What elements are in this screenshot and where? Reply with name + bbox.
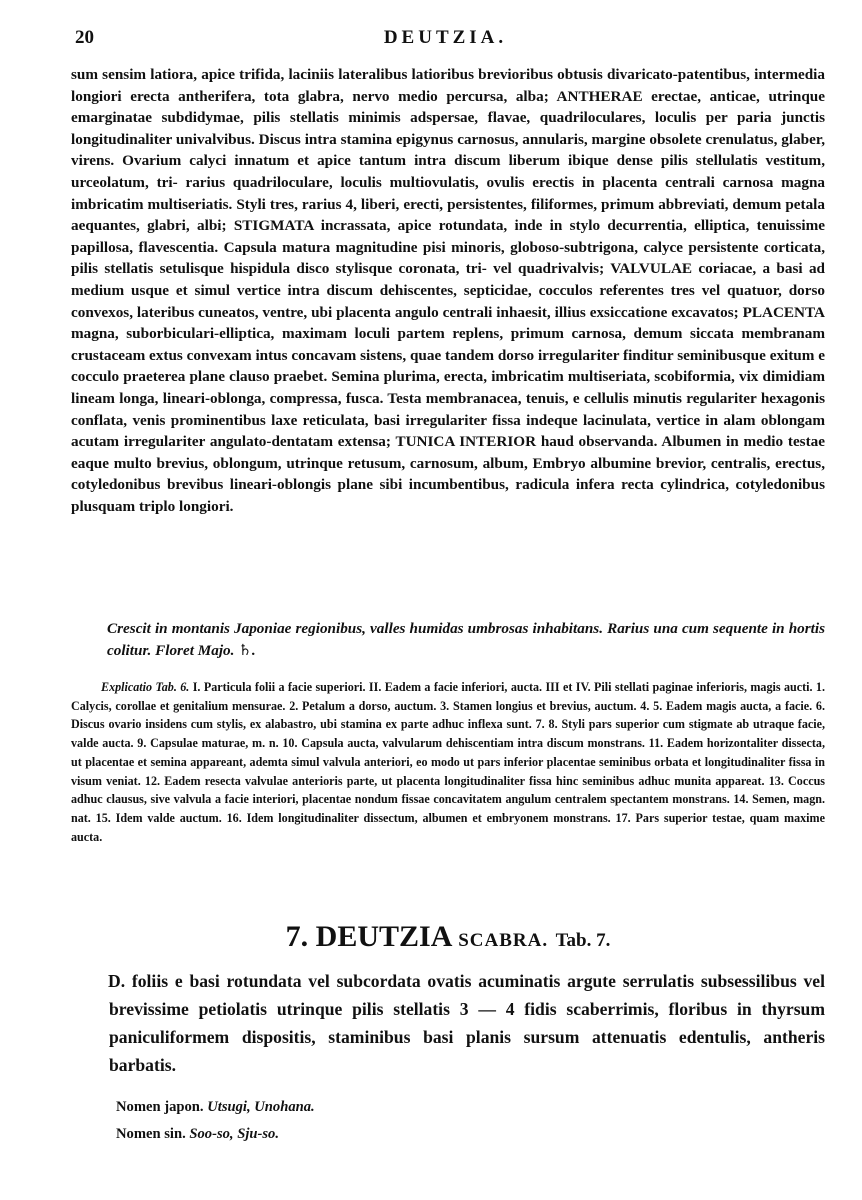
chinese-name-label: Nomen sin. <box>116 1126 186 1142</box>
species-number: 7. <box>285 920 309 953</box>
japanese-name-row <box>116 1094 315 1121</box>
species-epithet: SCABRA. <box>458 930 549 951</box>
plate-explanation-lead: Explicatio Tab. 6. <box>101 680 190 694</box>
page-header <box>75 27 816 51</box>
japanese-name-value: Utsugi, Unohana. <box>207 1099 315 1115</box>
page-number: 20 <box>75 27 94 48</box>
plate-explanation-text: I. Particula folii a facie superiori. II. Eadem a facie inferiori, aucta. III et IV. Pili stellati paginae inferioris, magis aucti. 1. Calycis, corollae et genitalium mensurae. 2. Petalum a dorso, auctum. 3. Stamen longius et brevius, auctum. 4. 5. Eadem magis aucta, a facie. 6. Discus ovario insidens cum stylis, ex alabastro, ubi stamina ex parte adhuc inflexa sunt. 7. 8. Styli pars superior cum stigmate ab utraque facie, valde aucta. 9. Capsulae maturae, m. n. 10. Capsula aucta, valvularum dehiscentiam intra discum monstrans. 11. Eadem horizontaliter dissecta, ut placentae et semina appareant, ademta simul valvula anteriori, eo modo ut pars inferior placentae seminibus orbata et longitudinaliter fissa in visum veniat. 12. Eadem resecta valvulae anterioris parte, ut placenta longitudinaliter fissa hinc seminibus adhuc munita appareat. 13. Coccus adhuc clausus, sive valvula a facie interiori, placentae nondum fissae concavitatem angulum centralem spectantem monstrans. 14. Semen, magn. nat. 15. Idem valde auctum. 16. Idem longitudinaliter dissectum, albumen et embryonem monstrans. 17. Pars superior testae, quam maxime aucta. <box>71 680 826 844</box>
species-genus: DEUTZIA <box>315 920 451 953</box>
diagnosis-paragraph: D. foliis e basi rotundata vel subcordata ovatis acuminatis argute serrulatis subsessilibus vel brevissime petiolatis utrinque pilis stellatis 3 — 4 fidis scaberrimis, floribus in thyrsum paniculiformem dispositis, staminibus basi planis sursum attenuatis edentulis, antheris barbatis. <box>108 971 825 1075</box>
plate-explanation <box>71 678 825 846</box>
vernacular-names <box>116 1094 315 1148</box>
species-heading <box>71 920 825 954</box>
habitat-paragraph: Crescit in montanis Japoniae regionibus, valles humidas umbrosas inhabitans. Rarius una cum sequente in hortis colitur. Floret Majo. ♄. <box>107 620 825 659</box>
running-title: DEUTZIA. <box>383 27 508 48</box>
species-plate: Tab. 7. <box>555 930 611 951</box>
japanese-name-label: Nomen japon. <box>116 1099 204 1115</box>
chinese-name-row <box>116 1121 315 1148</box>
chinese-name-value: Soo-so, Sju-so. <box>189 1126 280 1142</box>
description-paragraph: sum sensim latiora, apice trifida, laciniis lateralibus latioribus brevioribus obtusis divaricato-patentibus, intermedia longiori erecta antherifera, tota glabra, nervo medio percursa, alba; ANTHERAE erectae, anticae, utrinque emarginatae subdidymae, pilis stellatis minimis adspersae, flavae, quadriloculares, loculis per paria junctis longitudinaliter univalvibus. Discus intra stamina epigynus carnosus, annularis, margine obsolete crenulatus, glaber, virens. Ovarium calyci innatum et apice tantum intra discum liberum ibique dense pilis stellulatis vestitum, urceolatum, tri- rarius quadriloculare, loculis multiovulatis, ovulis erectis in placenta centrali carnosa magna imbricatim multiseriatis. Styli tres, rarius 4, liberi, erecti, persistentes, filiformes, primum abbreviati, demum petala aequantes, glabri, albi; STIGMATA incrassata, apice rotundata, inde in stylo decurrentia, elliptica, tenuissime papillosa, flavescentia. Capsula matura magnitudine pisi minoris, globoso-subtrigona, calyce persistente corticata, pilis stellatis setulisque hispidula disco stylisque coronata, tri- vel quadrivalvis; VALVULAE coriacae, a basi ad medium usque et simul vertice intra discum dehiscentes, septicidae, cocculos referentes tres vel quatuor, dorso convexos, lateribus cuneatos, ventre, ubi placenta angulo centrali inhaesit, illius exsiccatione excavatos; PLACENTA magna, suborbiculari-elliptica, maximam loculi partem replens, primum carnosa, demum siccata membranam crustaceam extus convexam intus concavam sistens, quae tandem dorso irregulariter finditur seminibusque exitum e cocculo praeterea plane clauso praebet. Semina plurima, erecta, imbricatim multiseriata, scobiformia, vix dimidiam lineam longa, lineari-oblonga, compressa, fusca. Testa membranacea, tenuis, e cellulis minutis regulariter hexagonis conflata, venis prominentibus laxe reticulata, basi irregulariter fissa indeque lacinulata, vertice in alam oblongam acutam irregulariter angulato-dentatam extensa; TUNICA INTERIOR haud observanda. Albumen in medio testae eaque multo brevius, oblongum, utrinque retusum, carnosum, album, Embryo albumine brevior, centralis, erectus, cotyledonibus brevibus lineari-oblongis plane sibi incumbentibus, radicula infera recta cylindrica, cotyledonibus plusquam triplo longiori. <box>71 66 825 515</box>
